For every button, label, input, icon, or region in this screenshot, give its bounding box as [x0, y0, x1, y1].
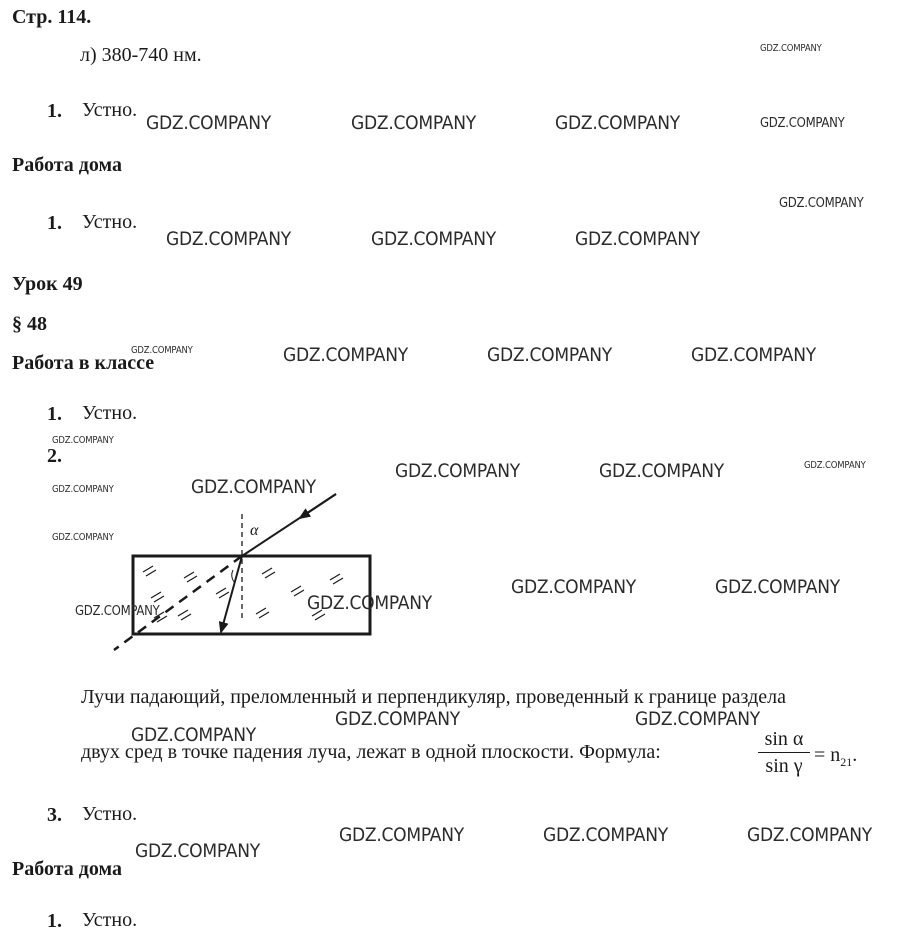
explanation-line-1: Лучи падающий, преломленный и перпендикуляр, проведенный к границе раздела	[81, 686, 786, 708]
watermark: GDZ.COMPANY	[166, 228, 291, 250]
watermark: GDZ.COMPANY	[543, 824, 668, 846]
watermark: GDZ.COMPANY	[135, 840, 260, 862]
list-item-text: Устно.	[82, 803, 138, 825]
list-number: 1.	[47, 910, 62, 932]
list-number: 2.	[47, 445, 62, 467]
watermark: GDZ.COMPANY	[779, 196, 864, 211]
watermark: GDZ.COMPANY	[339, 824, 464, 846]
watermark: GDZ.COMPANY	[52, 484, 114, 495]
watermark: GDZ.COMPANY	[395, 460, 520, 482]
section-heading-classwork: Работа в классе	[12, 352, 155, 374]
watermark: GDZ.COMPANY	[599, 460, 724, 482]
watermark: GDZ.COMPANY	[307, 592, 432, 614]
formula-denominator: sin γ	[765, 755, 803, 777]
paragraph-heading: § 48	[12, 313, 47, 335]
list-item-text: Устно.	[82, 909, 138, 931]
watermark: GDZ.COMPANY	[760, 116, 845, 131]
watermark: GDZ.COMPANY	[283, 344, 408, 366]
watermark: GDZ.COMPANY	[191, 476, 316, 498]
refracted-ray	[221, 556, 242, 632]
watermark: GDZ.COMPANY	[335, 708, 460, 730]
watermark: GDZ.COMPANY	[75, 604, 160, 619]
formula-rhs-subscript: 21	[840, 755, 853, 769]
list-number: 1.	[47, 403, 62, 425]
lesson-heading: Урок 49	[12, 273, 83, 295]
explanation-line-2: двух сред в точке падения луча, лежат в одной плоскости. Формула:	[81, 741, 661, 763]
watermark: GDZ.COMPANY	[804, 460, 866, 471]
snell-formula-fraction	[758, 727, 810, 778]
watermark: GDZ.COMPANY	[52, 532, 114, 543]
watermark: GDZ.COMPANY	[131, 724, 256, 746]
section-heading-homework: Работа дома	[12, 858, 122, 880]
angle-alpha-label: α	[250, 522, 259, 539]
formula-period: .	[852, 744, 858, 766]
watermark: GDZ.COMPANY	[555, 112, 680, 134]
list-item-text: Устно.	[82, 211, 138, 233]
watermark: GDZ.COMPANY	[635, 708, 760, 730]
list-number: 1.	[47, 212, 62, 234]
formula-rhs-symbol: = n	[814, 744, 841, 766]
list-item-text: Устно.	[82, 99, 138, 121]
refraction-angle-arc	[232, 570, 234, 582]
formula-rhs	[814, 744, 857, 770]
watermark: GDZ.COMPANY	[146, 112, 271, 134]
watermark: GDZ.COMPANY	[691, 344, 816, 366]
watermark: GDZ.COMPANY	[715, 576, 840, 598]
page-reference: Стр. 114.	[12, 6, 92, 28]
list-number: 3.	[47, 804, 62, 826]
watermark: GDZ.COMPANY	[351, 112, 476, 134]
list-item-text: Устно.	[82, 402, 138, 424]
section-heading-homework: Работа дома	[12, 154, 122, 176]
fraction-bar	[758, 752, 810, 753]
watermark: GDZ.COMPANY	[760, 43, 822, 54]
answer-l: л) 380-740 нм.	[80, 44, 202, 66]
watermark: GDZ.COMPANY	[747, 824, 872, 846]
watermark: GDZ.COMPANY	[575, 228, 700, 250]
watermark: GDZ.COMPANY	[52, 435, 114, 446]
watermark: GDZ.COMPANY	[511, 576, 636, 598]
formula-numerator: sin α	[764, 728, 804, 750]
watermark: GDZ.COMPANY	[487, 344, 612, 366]
watermark: GDZ.COMPANY	[371, 228, 496, 250]
list-number: 1.	[47, 100, 62, 122]
watermark: GDZ.COMPANY	[131, 345, 193, 356]
